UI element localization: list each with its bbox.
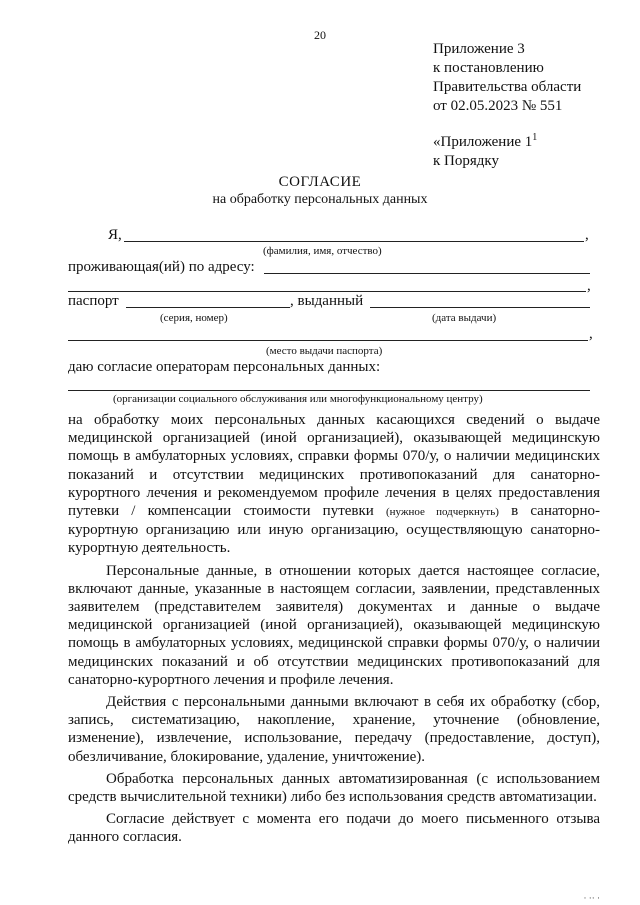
annex2-sup: 1 xyxy=(532,132,538,143)
place-caption: (место выдачи паспорта) xyxy=(266,345,383,357)
address-label: проживающая(ий) по адресу: xyxy=(68,259,255,275)
footer-marks: · ·· · xyxy=(583,893,600,903)
annex-line: Приложение 3 xyxy=(433,41,525,57)
annex-line: Правительства области xyxy=(433,79,582,95)
comma: , xyxy=(589,326,593,342)
fio-field[interactable] xyxy=(124,241,584,242)
address-field[interactable] xyxy=(264,273,590,274)
paragraph-1: на обработку моих персональных данных касающихся сведений о выдаче медицинской организацией (иной организацией), оказывающей медицинскую помощь в амбулаторных условиях, справки формы 070/у, о наличии медицинских показаний и отсутствии медицинских противопоказаний для санаторно-курортного лечения и рекомендуемом профиле лечения в целях предоставления путевки / компенсации стоимости путевки (нужное подчеркнуть) в санаторно-курортную организацию или иную организацию, осуществляющую санаторно-курортную деятельность. xyxy=(68,412,601,557)
comma: , xyxy=(587,278,591,294)
passport-place-field[interactable] xyxy=(68,340,588,341)
comma: , xyxy=(585,227,589,243)
annex2-header xyxy=(433,128,537,171)
page-number: 20 xyxy=(314,28,326,42)
operators-label: даю согласие операторам персональных данных: xyxy=(68,359,381,375)
address-field-2[interactable] xyxy=(68,291,586,292)
paragraph-2: Персональные данные, в отношении которых дается настоящее согласие, включают данные, указанные в настоящем согласии, заявлении, представленных заявителем (представителем заявителя) документах и данные о выдаче медицинской организацией (иной организацией), оказывающей медицинскую помощь в амбулаторных условиях, медицинской справки формы 070/у, о наличии медицинских показаний и об отсутствии медицинских противопоказаний для санаторно-курортного лечения и профиле лечения. xyxy=(68,562,600,688)
org-caption: (организации социального обслуживания или многофункциональному центру) xyxy=(113,393,483,405)
paragraph-5: Согласие действует с момента его подачи до моего письменного отзыва данного согласия. xyxy=(68,811,600,846)
i-label: Я, xyxy=(108,227,122,243)
document-subtitle: на обработку персональных данных xyxy=(212,192,428,207)
fio-caption: (фамилия, имя, отчество) xyxy=(263,245,382,257)
annex-line: от 02.05.2023 № 551 xyxy=(433,98,563,114)
annex-header xyxy=(433,40,581,116)
consent-body xyxy=(68,411,600,847)
series-caption: (серия, номер) xyxy=(160,312,228,324)
annex2-prefix: «Приложение 1 xyxy=(433,134,533,150)
issued-label: , выданный xyxy=(290,293,364,309)
paragraph-4: Обработка персональных данных автоматизированная (с использованием средств вычислительной техники) либо без использования средств автоматизации. xyxy=(68,770,600,806)
paragraph-3: Действия с персональными данными включают в себя их обработку (сбор, запись, систематизацию, накопление, хранение, уточнение (обновление, изменение), извлечение, использование, передачу (предоставление, доступ), обезличивание, блокирование, удаление, уничтожение). xyxy=(68,694,600,765)
operators-field[interactable] xyxy=(68,390,590,391)
annex-line: к постановлению xyxy=(433,60,544,76)
choose-note: (нужное подчеркнуть) xyxy=(386,506,499,519)
document-title: СОГЛАСИЕ xyxy=(278,174,362,190)
date-caption: (дата выдачи) xyxy=(432,312,497,324)
passport-label: паспорт xyxy=(68,293,119,309)
passport-series-field[interactable] xyxy=(126,307,290,308)
issue-date-field[interactable] xyxy=(370,307,590,308)
annex2-line2: к Порядку xyxy=(433,153,499,169)
